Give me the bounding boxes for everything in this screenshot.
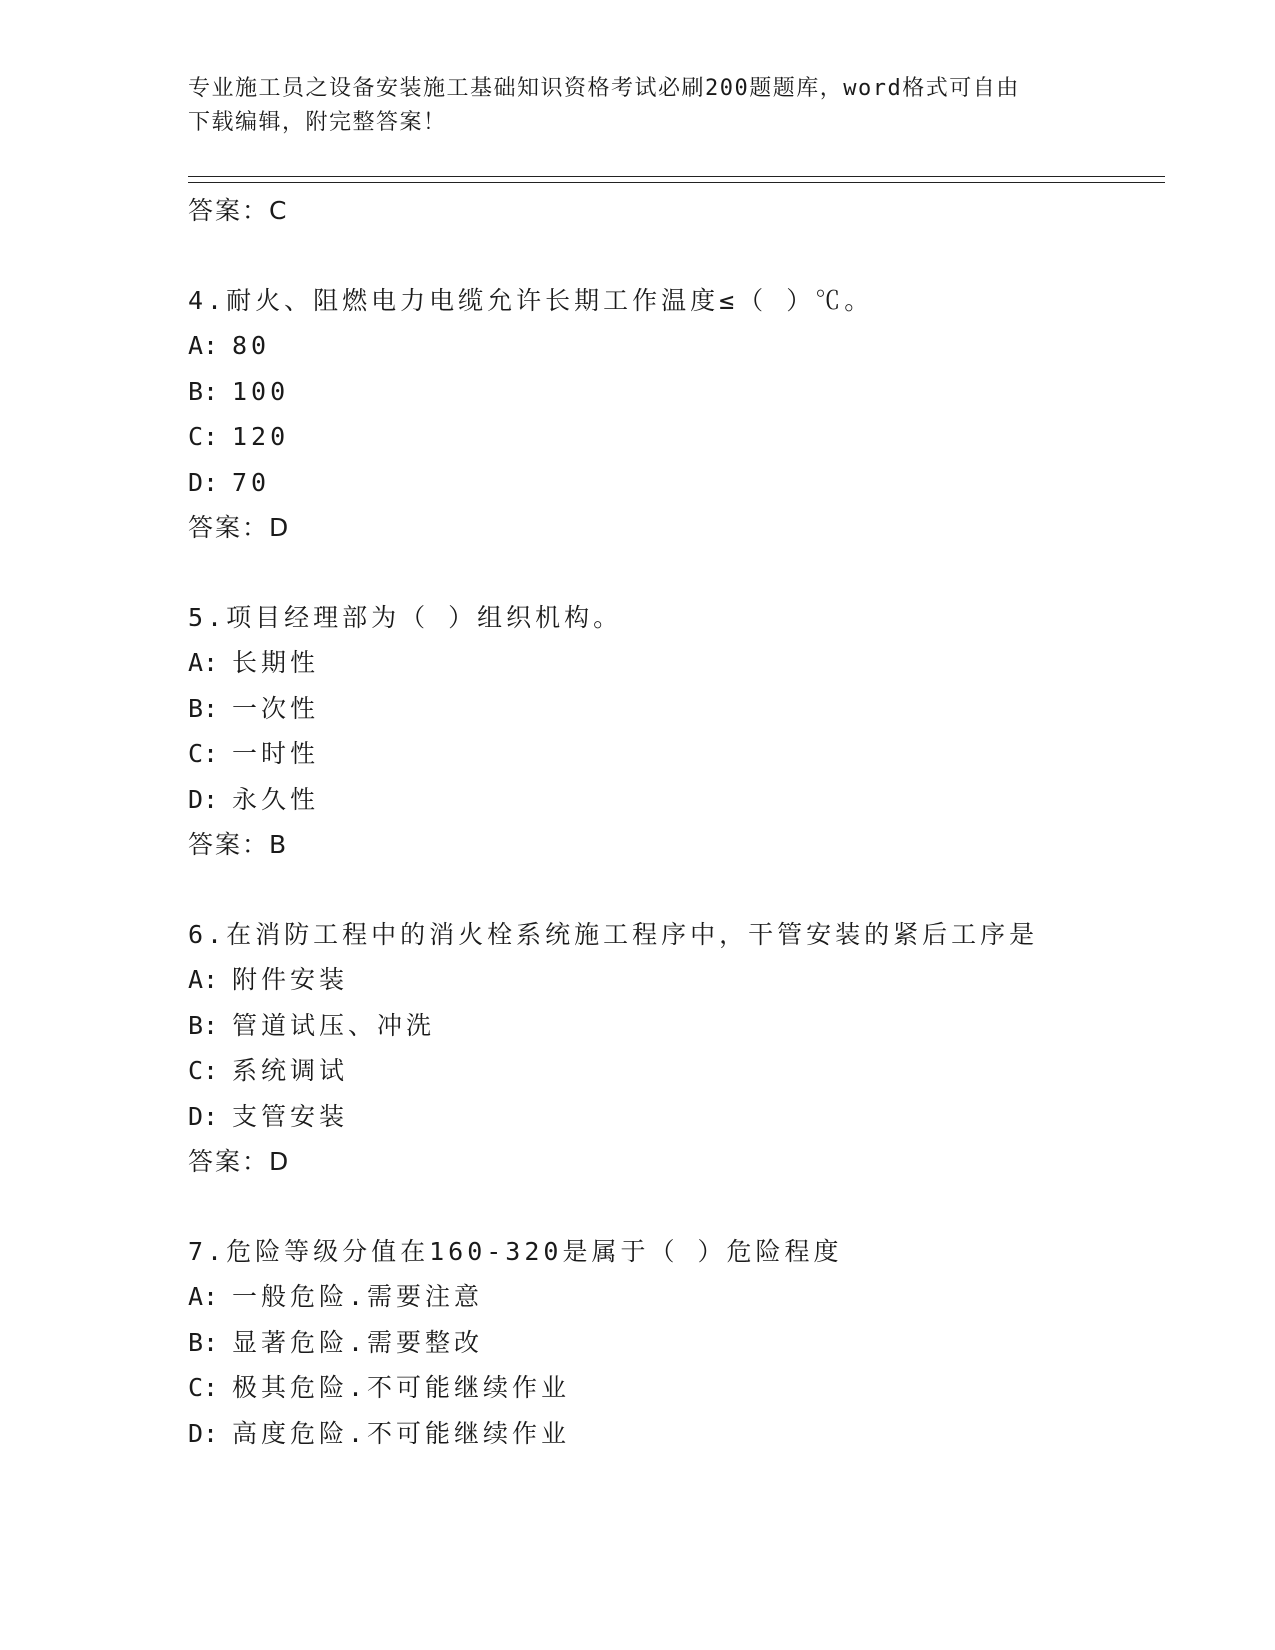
option-text: 一次性 [232, 693, 320, 723]
option-row [188, 369, 1148, 415]
header-title-line-2: 下载编辑，附完整答案！ [188, 110, 447, 135]
option-letter: C: [188, 422, 219, 451]
option-row [188, 731, 1148, 777]
question-list [188, 188, 1148, 1456]
previous-answer: 答案：C [188, 196, 289, 225]
option-text: 管道试压、冲洗 [232, 1010, 436, 1040]
option-letter: A: [188, 648, 219, 677]
question-block [188, 278, 1148, 551]
option-letter: D: [188, 467, 219, 497]
option-letter: D: [188, 1101, 219, 1131]
header-divider-bottom [188, 182, 1165, 183]
question-block [188, 912, 1148, 1185]
question-gap [188, 868, 1148, 912]
option-text: 一时性 [232, 739, 320, 768]
question-stem: 4.耐火、阻燃电力电缆允许长期工作温度≤（ ）℃。 [188, 285, 874, 315]
option-text: 支管安装 [232, 1101, 349, 1131]
option-letter: B: [188, 376, 219, 406]
option-row [188, 1094, 1148, 1140]
option-text: 70 [232, 467, 271, 497]
option-letter: A: [188, 331, 219, 360]
option-text: 永久性 [232, 784, 320, 814]
question-gap [188, 234, 1148, 278]
option-row [188, 1320, 1148, 1366]
document-header [188, 72, 1068, 140]
option-row [188, 460, 1148, 506]
option-row [188, 640, 1148, 686]
question-stem: 5.项目经理部为（ ）组织机构。 [188, 602, 623, 632]
question-gap [188, 1185, 1148, 1229]
option-letter: D: [188, 784, 219, 814]
option-text: 附件安装 [232, 965, 349, 994]
answer-line: 答案：B [188, 830, 289, 859]
option-row [188, 686, 1148, 732]
option-text: 长期性 [232, 648, 320, 677]
option-letter: C: [188, 1373, 219, 1402]
option-letter: C: [188, 739, 219, 768]
option-text: 100 [232, 376, 290, 406]
option-text: 极其危险.不可能继续作业 [232, 1373, 571, 1402]
option-row [188, 323, 1148, 369]
question-stem: 7.危险等级分值在160-320是属于（ ）危险程度 [188, 1236, 843, 1266]
option-text: 高度危险.不可能继续作业 [232, 1418, 571, 1448]
option-row [188, 777, 1148, 823]
option-letter: D: [188, 1418, 219, 1448]
question-gap [188, 551, 1148, 595]
option-letter: A: [188, 965, 219, 994]
option-letter: C: [188, 1056, 219, 1085]
questions-container [188, 234, 1148, 1457]
option-text: 80 [232, 331, 271, 360]
option-letter: B: [188, 1327, 219, 1357]
option-letter: B: [188, 1010, 219, 1040]
option-letter: A: [188, 1282, 219, 1311]
option-row [188, 1365, 1148, 1411]
option-row [188, 1048, 1148, 1094]
answer-line: 答案：D [188, 1147, 291, 1176]
option-letter: B: [188, 693, 219, 723]
option-row [188, 1274, 1148, 1320]
answer-line: 答案：D [188, 513, 291, 542]
option-text: 显著危险.需要整改 [232, 1327, 484, 1357]
option-text: 系统调试 [232, 1056, 349, 1085]
option-row [188, 414, 1148, 460]
option-text: 120 [232, 422, 290, 451]
question-stem: 6.在消防工程中的消火栓系统施工程序中，干管安装的紧后工序是 [188, 919, 1039, 949]
question-block [188, 595, 1148, 868]
header-title-line-1: 专业施工员之设备安装施工基础知识资格考试必刷200题题库，word格式可自由 [188, 76, 1020, 101]
header-divider-top [188, 176, 1165, 177]
option-text: 一般危险.需要注意 [232, 1282, 484, 1311]
option-row [188, 957, 1148, 1003]
question-block [188, 1229, 1148, 1457]
option-row [188, 1003, 1148, 1049]
option-row [188, 1411, 1148, 1457]
